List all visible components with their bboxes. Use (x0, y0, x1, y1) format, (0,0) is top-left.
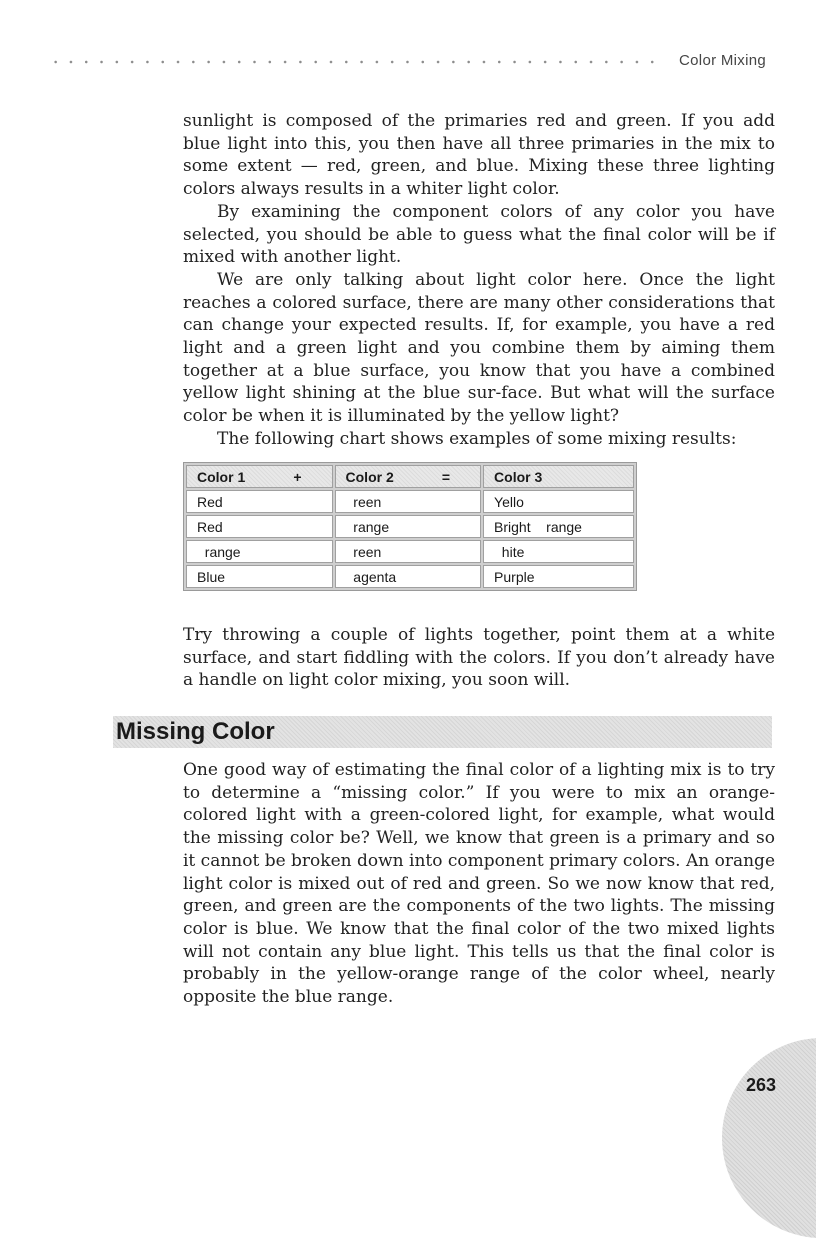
equals-operator: = (441, 468, 451, 485)
table-header-row (186, 465, 634, 488)
table-cell: Red (186, 490, 333, 513)
table-row (186, 540, 634, 563)
paragraph: sunlight is composed of the primaries red and green. If you add blue light into this, you then have all three primaries in the mix to some extent — red, green, and blue. Mixing these three lighting colors always results in a whiter light color. (183, 111, 775, 200)
table-row (186, 515, 634, 538)
intro-text (183, 110, 775, 451)
running-head: Color Mixing (679, 52, 766, 69)
column-header (186, 465, 333, 488)
page-number: 263 (745, 1075, 777, 1095)
table-row (186, 565, 634, 588)
table-cell: Red (186, 515, 333, 538)
table-cell: Yello (483, 490, 634, 513)
table-cell: range (335, 515, 482, 538)
column-header-label: Color 3 (494, 468, 543, 485)
paragraph: Try throwing a couple of lights together, point them at a white surface, and start fiddling with the colors. If you don’t already have a handle on light color mixing, you soon will. (183, 625, 775, 691)
column-header-label: Color 1 (197, 468, 246, 485)
section-heading-bar (113, 716, 772, 748)
dotted-leader (48, 58, 660, 66)
section-heading: Missing Color (116, 718, 275, 745)
column-header (483, 465, 634, 488)
plus-operator: + (293, 468, 302, 485)
outro-text (183, 624, 775, 692)
paragraph: The following chart shows examples of some mixing results: (217, 428, 737, 449)
table-cell: reen (335, 540, 482, 563)
section-text (183, 759, 775, 1009)
table-cell: Blue (186, 565, 333, 588)
table-cell: Purple (483, 565, 634, 588)
table-cell: range (186, 540, 333, 563)
table-cell: hite (483, 540, 634, 563)
paragraph: One good way of estimating the final color of a lighting mix is to try to determine a “missing color.” If you were to mix an orange-colored light with a green-colored light, for example, what would the missing color be? Well, we know that green is a primary and so it cannot be broken down into component primary colors. An orange light color is mixed out of red and green. So we now know that red, green, and green are the components of the two lights. The missing color is blue. We know that the final color of the two mixed lights will not contain any blue light. This tells us that the final color is probably in the yellow-orange range of the color wheel, nearly opposite the blue range. (183, 760, 776, 1008)
page-number-tab (722, 1038, 816, 1238)
paragraph: By examining the component colors of any color you have selected, you should be able to guess what the final color will be if mixed with another light. (183, 201, 775, 268)
mixing-results-table (183, 462, 637, 591)
column-header (335, 465, 482, 488)
table-cell: agenta (335, 565, 482, 588)
table-row (186, 490, 634, 513)
page-header (0, 0, 816, 80)
table-cell: reen (335, 490, 482, 513)
column-header-label: Color 2 (345, 468, 394, 485)
paragraph: We are only talking about light color here. Once the light reaches a colored surface, there are many other considerations that can change your expected results. If, for example, you have a red light and a green light and you combine them by aiming them together at a blue surface, you know that you have a combined yellow light shining at the blue sur-face. But what will the surface color be when it is illuminated by the yellow light? (183, 269, 775, 427)
table-cell: Bright range (483, 515, 634, 538)
